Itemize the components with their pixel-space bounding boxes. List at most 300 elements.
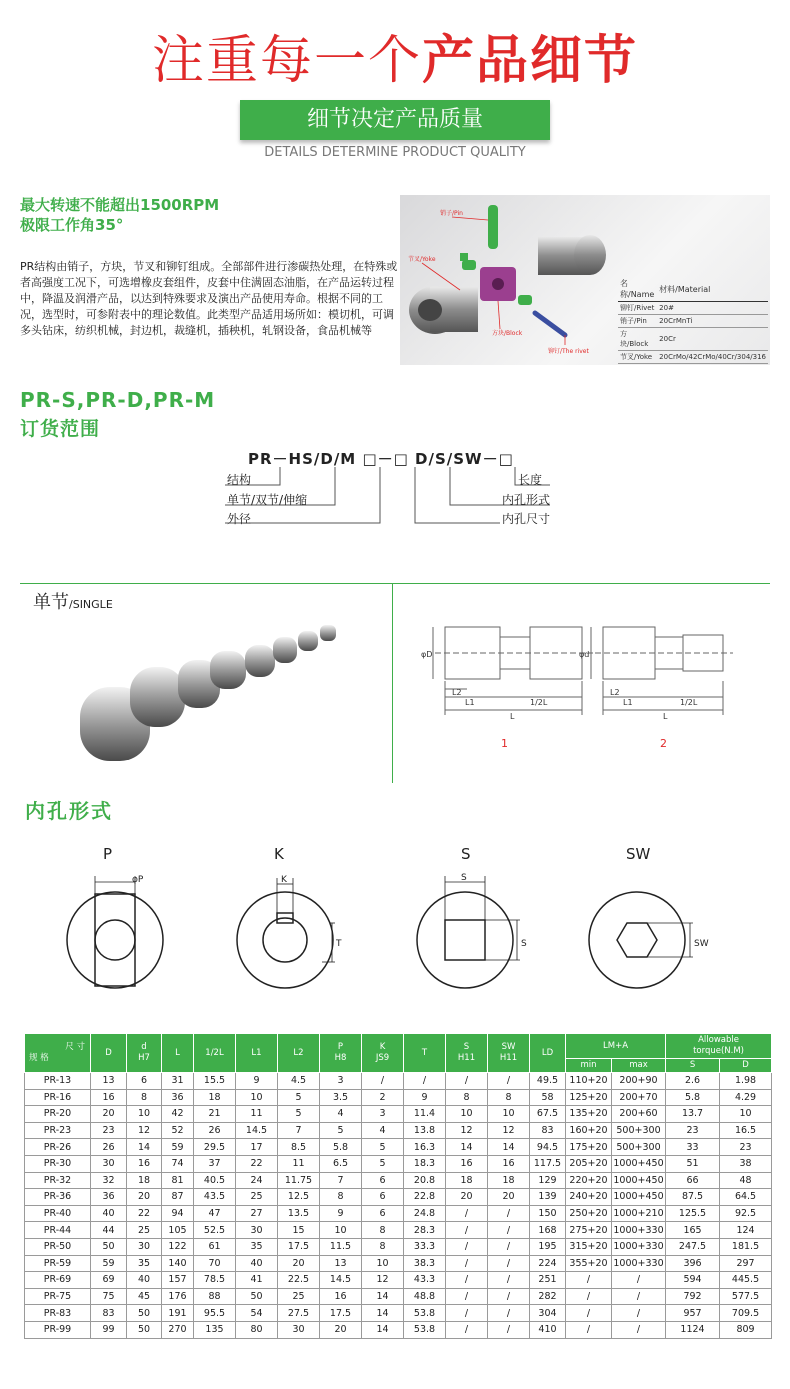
value-cell: 78.5 [194, 1272, 236, 1289]
value-cell: 195 [530, 1238, 566, 1255]
value-cell: 1000+450 [612, 1172, 666, 1189]
value-cell: 35 [236, 1238, 278, 1255]
value-cell: 31 [162, 1073, 194, 1090]
value-cell: 16 [488, 1155, 530, 1172]
value-cell: 11.75 [278, 1172, 320, 1189]
value-cell: 25 [236, 1189, 278, 1206]
model-cell: PR-50 [25, 1238, 91, 1255]
model-cell: PR-16 [25, 1089, 91, 1106]
value-cell: 13 [91, 1073, 127, 1090]
value-cell: 10 [720, 1106, 772, 1123]
value-cell: 42 [162, 1106, 194, 1123]
value-cell: 88 [194, 1288, 236, 1305]
value-cell: 13.8 [404, 1122, 446, 1139]
value-cell: 15 [278, 1222, 320, 1239]
value-cell: 150 [530, 1205, 566, 1222]
material-table: 名称/Name 材料/Material 铆钉/Rivet 20# 销子/Pin 20CrMnTi 方块/Block 20Cr 节叉/Yoke 20CrMo/42CrMo/40Cr/304/316 [618, 277, 768, 364]
value-cell: 16 [320, 1288, 362, 1305]
value-cell: 957 [666, 1305, 720, 1322]
value-cell: 191 [162, 1305, 194, 1322]
table-row [25, 1288, 772, 1305]
value-cell: 83 [91, 1305, 127, 1322]
value-cell: 200+70 [612, 1089, 666, 1106]
bore-s-outer [417, 892, 513, 988]
value-cell: 20 [278, 1255, 320, 1272]
value-cell: 14 [488, 1139, 530, 1156]
page-title-light: 注重每一个 [151, 31, 422, 91]
value-cell: / [362, 1073, 404, 1090]
value-cell: 14.5 [320, 1272, 362, 1289]
value-cell: 13.5 [278, 1205, 320, 1222]
value-cell: 13.7 [666, 1106, 720, 1123]
bore-k-mark: K [281, 875, 287, 885]
value-cell: 80 [236, 1321, 278, 1338]
table-row [25, 1305, 772, 1322]
value-cell: 99 [91, 1321, 127, 1338]
model-cell: PR-44 [25, 1222, 91, 1239]
value-cell: 50 [127, 1305, 162, 1322]
bore-label-k: K [274, 845, 284, 863]
value-cell: 275+20 [566, 1222, 612, 1239]
model-cell: PR-32 [25, 1172, 91, 1189]
value-cell: 445.5 [720, 1272, 772, 1289]
value-cell: 18 [194, 1089, 236, 1106]
drawing2-hub-left [603, 627, 655, 679]
dim-l1-2: L1 [623, 698, 633, 707]
value-cell: 50 [91, 1238, 127, 1255]
value-cell: 14 [446, 1139, 488, 1156]
value-cell: 140 [162, 1255, 194, 1272]
value-cell: 30 [91, 1155, 127, 1172]
value-cell: 38.3 [404, 1255, 446, 1272]
value-cell: 9 [236, 1073, 278, 1090]
value-cell: 1000+450 [612, 1155, 666, 1172]
value-cell: 4 [362, 1122, 404, 1139]
value-cell: 52 [162, 1122, 194, 1139]
value-cell: 9 [320, 1205, 362, 1222]
value-cell: 8 [362, 1222, 404, 1239]
value-cell: 23 [666, 1122, 720, 1139]
value-cell: 21 [194, 1106, 236, 1123]
value-cell: 95.5 [194, 1305, 236, 1322]
value-cell: 500+300 [612, 1122, 666, 1139]
value-cell: / [446, 1238, 488, 1255]
value-cell: 165 [666, 1222, 720, 1239]
value-cell: 12 [127, 1122, 162, 1139]
page-title-bold: 产品细节 [422, 31, 639, 91]
value-cell: 809 [720, 1321, 772, 1338]
value-cell: 28.3 [404, 1222, 446, 1239]
value-cell: 36 [91, 1189, 127, 1206]
label-block: 方块/Block [492, 330, 523, 337]
table-row [25, 1106, 772, 1123]
value-cell: 6 [362, 1205, 404, 1222]
value-cell: 270 [162, 1321, 194, 1338]
value-cell: 304 [530, 1305, 566, 1322]
value-cell: 22 [236, 1155, 278, 1172]
value-cell: / [488, 1205, 530, 1222]
order-code: PR－HS/D/M □－□ D/S/SW－□ [248, 450, 514, 468]
value-cell: 40 [236, 1255, 278, 1272]
value-cell: 10 [446, 1106, 488, 1123]
value-cell: 4.29 [720, 1089, 772, 1106]
value-cell: 18.3 [404, 1155, 446, 1172]
value-cell: 220+20 [566, 1172, 612, 1189]
value-cell: 48 [720, 1172, 772, 1189]
value-cell: 18 [446, 1172, 488, 1189]
label-yoke: 节叉/Yoke [408, 256, 436, 263]
value-cell: 200+90 [612, 1073, 666, 1090]
value-cell: 11 [278, 1155, 320, 1172]
label-outer-diameter: 外径 [227, 512, 252, 526]
value-cell: / [404, 1073, 446, 1090]
value-cell: 2.6 [666, 1073, 720, 1090]
value-cell: 8.5 [278, 1139, 320, 1156]
table-row [25, 1089, 772, 1106]
value-cell: 30 [236, 1222, 278, 1239]
joint-size-series [80, 625, 336, 761]
value-cell: 16.3 [404, 1139, 446, 1156]
dim-l-1: L [510, 712, 515, 721]
value-cell: 577.5 [720, 1288, 772, 1305]
value-cell: 247.5 [666, 1238, 720, 1255]
value-cell: 22 [127, 1205, 162, 1222]
value-cell: 12 [362, 1272, 404, 1289]
value-cell: 13 [320, 1255, 362, 1272]
value-cell: 59 [162, 1139, 194, 1156]
value-cell: 59 [91, 1255, 127, 1272]
value-cell: 110+20 [566, 1073, 612, 1090]
value-cell: 33 [666, 1139, 720, 1156]
value-cell: 1.98 [720, 1073, 772, 1090]
bore-k-inner [263, 918, 307, 962]
value-cell: 181.5 [720, 1238, 772, 1255]
value-cell: 61 [194, 1238, 236, 1255]
value-cell: 30 [127, 1238, 162, 1255]
intro-text-block [20, 195, 400, 363]
value-cell: 250+20 [566, 1205, 612, 1222]
value-cell: 8 [320, 1189, 362, 1206]
bore-k-outer [237, 892, 333, 988]
quality-banner-subtitle: DETAILS DETERMINE PRODUCT QUALITY [264, 145, 526, 160]
value-cell: / [566, 1272, 612, 1289]
value-cell: 135 [194, 1321, 236, 1338]
value-cell: 54 [236, 1305, 278, 1322]
bore-sw-mark: SW [694, 939, 709, 949]
value-cell: 3 [320, 1073, 362, 1090]
dim-l-2: L [663, 712, 668, 721]
value-cell: / [446, 1222, 488, 1239]
pin-small-left [462, 260, 476, 270]
value-cell: 16 [446, 1155, 488, 1172]
value-cell: 500+300 [612, 1139, 666, 1156]
value-cell: 64.5 [720, 1189, 772, 1206]
value-cell: 43.5 [194, 1189, 236, 1206]
value-cell: 1000+210 [612, 1205, 666, 1222]
value-cell: 87 [162, 1189, 194, 1206]
value-cell: / [488, 1305, 530, 1322]
value-cell: 83 [530, 1122, 566, 1139]
table-row [25, 1238, 772, 1255]
bore-sw-hex [617, 923, 657, 957]
bore-s-square [445, 920, 485, 960]
value-cell: 27 [236, 1205, 278, 1222]
rivet-shape [535, 313, 565, 335]
section-divider [20, 583, 770, 584]
value-cell: 3 [362, 1106, 404, 1123]
value-cell: 1000+450 [612, 1189, 666, 1206]
label-length: 长度 [518, 473, 543, 487]
value-cell: 135+20 [566, 1106, 612, 1123]
value-cell: 51 [666, 1155, 720, 1172]
value-cell: 410 [530, 1321, 566, 1338]
dim-od-1: φD [421, 650, 433, 659]
value-cell: 3.5 [320, 1089, 362, 1106]
value-cell: 282 [530, 1288, 566, 1305]
max-speed-note: 最大转速不能超出1500RPM [20, 196, 220, 214]
bore-k-t-mark: T [336, 939, 342, 949]
value-cell: 40 [127, 1272, 162, 1289]
value-cell: 10 [488, 1106, 530, 1123]
dim-half-2: 1/2L [680, 698, 698, 707]
value-cell: 792 [666, 1288, 720, 1305]
value-cell: 69 [91, 1272, 127, 1289]
value-cell: 17 [236, 1139, 278, 1156]
value-cell: 22.8 [404, 1189, 446, 1206]
value-cell: 11 [236, 1106, 278, 1123]
bore-sw-outer [589, 892, 685, 988]
value-cell: / [446, 1272, 488, 1289]
table-row [25, 1255, 772, 1272]
value-cell: 125+20 [566, 1089, 612, 1106]
value-cell: 66 [666, 1172, 720, 1189]
product-photo-single [60, 615, 360, 785]
dim-l2-1: L2 [452, 688, 462, 697]
value-cell: 17.5 [320, 1305, 362, 1322]
table-row [25, 1122, 772, 1139]
value-cell: / [612, 1288, 666, 1305]
value-cell: 224 [530, 1255, 566, 1272]
value-cell: 8 [488, 1089, 530, 1106]
dim-od2-1: φd [579, 650, 590, 659]
spec-table: 尺 寸 规 格 D d H7 L 1/2L L1 L2 P H8 K JS9 T S H11 SW H11 LD LM+A Allowable torque(N.M) min max S D PR-13 13 6 31 15.5 9 4.5 3 / / / / 49.5 110+20 200+90 2.6 1.98 PR-16 16 8 36 18 10 5 3.5 2 9 8 8 58 125+20 200+70 5.8 4.29 PR-20 20 10 42 21 11 5 4 3 11.4 10 10 67.5 135+20 200+60 13.7 10 PR-23 23 12 52 26 14.5 7 5 4 13.8 12 12 83 160+20 500+300 23 16.5 PR-26 26 14 59 29.5 17 8.5 5.8 5 16.3 14 14 94.5 175+20 500+300 33 23 PR-30 30 16 74 37 22 11 6.5 5 18.3 16 16 117.5 205+20 1000+450 51 38 PR-32 32 18 81 40.5 24 11.75 7 6 20.8 18 18 129 220+20 1000+450 66 48 PR-36 36 20 87 43.5 25 12.5 8 6 22.8 20 20 139 240+20 1000+450 87.5 64.5 PR-40 40 22 94 47 27 13.5 9 6 24.8 / / 150 250+20 1000+210 125.5 92.5 PR-44 44 25 105 52.5 30 15 10 8 28.3 / / 168 275+20 1000+330 165 124 PR-50 50 30 122 61 35 17.5 11.5 8 33.3 / / 195 315+20 1000+330 247.5 181.5 PR-59 59 35 140 70 40 20 13 10 38.3 / / 224 355+20 1000+330 396 297 PR-69 69 40 157 78.5 41 22.5 14.5 12 43.3 / / 251 / / 594 445.5 PR-75 75 45 176 88 50 25 16 14 48.8 / / 282 / / 792 577.5 PR-83 83 50 191 95.5 54 27.5 17.5 14 53.8 / / 304 / / 957 709.5 PR-99 99 50 270 135 80 30 20 14 53.8 / / 410 / / 1124 809 [24, 1033, 772, 1339]
value-cell: 58 [530, 1089, 566, 1106]
value-cell: 33.3 [404, 1238, 446, 1255]
value-cell: / [446, 1255, 488, 1272]
dim-l2-2: L2 [610, 688, 620, 697]
section-divider-vertical [392, 583, 393, 783]
value-cell: 10 [362, 1255, 404, 1272]
bore-label-p: P [103, 845, 113, 863]
label-rivet: 铆钉/The rivet [548, 348, 589, 355]
value-cell: 315+20 [566, 1238, 612, 1255]
value-cell: 122 [162, 1238, 194, 1255]
value-cell: 36 [162, 1089, 194, 1106]
value-cell: 160+20 [566, 1122, 612, 1139]
value-cell: 168 [530, 1222, 566, 1239]
value-cell: / [488, 1255, 530, 1272]
value-cell: 94.5 [530, 1139, 566, 1156]
models-title: PR-S,PR-D,PR-M [20, 388, 216, 412]
value-cell: 49.5 [530, 1073, 566, 1090]
value-cell: 10 [127, 1106, 162, 1123]
table-row [25, 1189, 772, 1206]
value-cell: / [566, 1288, 612, 1305]
bore-label-s: S [461, 845, 471, 863]
value-cell: 52.5 [194, 1222, 236, 1239]
value-cell: 6.5 [320, 1155, 362, 1172]
intro-paragraph: PR结构由销子，方块，节叉和铆钉组成。全部部件进行渗碳热处理，在特殊或者高强度工况下，可选增橡皮套组件，皮套中住满固态油脂，在产品运转过程中，降温及润滑产品，以达到特殊要求及演出产品使用寿命。根据不同的工况，选型时，可参附表中的理论数值。此类型产品适用场所如：模切机，可调多头钻床，纺织机械，封边机，裁缝机，插秧机，轧钢设备，食品机械等 [20, 260, 398, 337]
value-cell: 157 [162, 1272, 194, 1289]
value-cell: 24.8 [404, 1205, 446, 1222]
value-cell: 1000+330 [612, 1222, 666, 1239]
value-cell: 10 [236, 1089, 278, 1106]
bore-p-inner [95, 920, 135, 960]
value-cell: 297 [720, 1255, 772, 1272]
table-row [25, 1205, 772, 1222]
value-cell: 7 [278, 1122, 320, 1139]
value-cell: 105 [162, 1222, 194, 1239]
value-cell: 23 [720, 1139, 772, 1156]
value-cell: 29.5 [194, 1139, 236, 1156]
value-cell: 20.8 [404, 1172, 446, 1189]
value-cell: 18 [488, 1172, 530, 1189]
value-cell: 20 [91, 1106, 127, 1123]
value-cell: 355+20 [566, 1255, 612, 1272]
value-cell: 27.5 [278, 1305, 320, 1322]
value-cell: / [488, 1288, 530, 1305]
value-cell: 16 [91, 1089, 127, 1106]
label-pin: 销子/Pin [440, 210, 463, 217]
value-cell: 129 [530, 1172, 566, 1189]
value-cell: 75 [91, 1288, 127, 1305]
table-row [25, 1155, 772, 1172]
value-cell: 20 [320, 1321, 362, 1338]
value-cell: / [566, 1321, 612, 1338]
bore-p-flat [95, 894, 135, 986]
value-cell: 87.5 [666, 1189, 720, 1206]
table-row [25, 1321, 772, 1338]
model-cell: PR-69 [25, 1272, 91, 1289]
technical-drawings [415, 615, 775, 755]
value-cell: 23 [91, 1122, 127, 1139]
value-cell: 9 [404, 1089, 446, 1106]
value-cell: / [612, 1305, 666, 1322]
value-cell: 7 [320, 1172, 362, 1189]
value-cell: 4 [320, 1106, 362, 1123]
value-cell: 25 [127, 1222, 162, 1239]
value-cell: 1124 [666, 1321, 720, 1338]
value-cell: 139 [530, 1189, 566, 1206]
pin-small-right [518, 295, 532, 305]
model-cell: PR-83 [25, 1305, 91, 1322]
value-cell: 124 [720, 1222, 772, 1239]
value-cell: 251 [530, 1272, 566, 1289]
value-cell: / [612, 1272, 666, 1289]
value-cell: / [488, 1238, 530, 1255]
value-cell: 48.8 [404, 1288, 446, 1305]
value-cell: 30 [278, 1321, 320, 1338]
model-cell: PR-13 [25, 1073, 91, 1090]
value-cell: 20 [488, 1189, 530, 1206]
value-cell: 50 [127, 1321, 162, 1338]
value-cell: 18 [127, 1172, 162, 1189]
value-cell: / [488, 1073, 530, 1090]
value-cell: 6 [362, 1172, 404, 1189]
table-row [25, 1139, 772, 1156]
pin-shape [488, 205, 498, 249]
model-cell: PR-20 [25, 1106, 91, 1123]
value-cell: 5 [278, 1089, 320, 1106]
model-cell: PR-36 [25, 1189, 91, 1206]
value-cell: 45 [127, 1288, 162, 1305]
block-hole [492, 278, 504, 290]
value-cell: 32 [91, 1172, 127, 1189]
value-cell: 24 [236, 1172, 278, 1189]
value-cell: 1000+330 [612, 1238, 666, 1255]
value-cell: 53.8 [404, 1321, 446, 1338]
bore-forms-title: 内孔形式 [25, 799, 113, 823]
model-cell: PR-23 [25, 1122, 91, 1139]
bore-forms-drawings [60, 868, 760, 998]
value-cell: 41 [236, 1272, 278, 1289]
bore-label-sw: SW [626, 845, 651, 863]
value-cell: 14 [362, 1321, 404, 1338]
value-cell: / [446, 1205, 488, 1222]
value-cell: 11.4 [404, 1106, 446, 1123]
value-cell: 2 [362, 1089, 404, 1106]
value-cell: 81 [162, 1172, 194, 1189]
value-cell: 5 [362, 1155, 404, 1172]
figure-2-number: 2 [660, 737, 667, 750]
value-cell: 5 [320, 1122, 362, 1139]
value-cell: 12.5 [278, 1189, 320, 1206]
model-cell: PR-99 [25, 1321, 91, 1338]
value-cell: 5 [278, 1106, 320, 1123]
value-cell: 117.5 [530, 1155, 566, 1172]
value-cell: 8 [446, 1089, 488, 1106]
value-cell: 14 [127, 1139, 162, 1156]
value-cell: / [612, 1321, 666, 1338]
table-row [25, 1073, 772, 1090]
value-cell: 396 [666, 1255, 720, 1272]
value-cell: 8 [362, 1238, 404, 1255]
value-cell: 40.5 [194, 1172, 236, 1189]
value-cell: / [446, 1073, 488, 1090]
value-cell: 92.5 [720, 1205, 772, 1222]
value-cell: 176 [162, 1288, 194, 1305]
value-cell: 10 [320, 1222, 362, 1239]
value-cell: 4.5 [278, 1073, 320, 1090]
value-cell: 175+20 [566, 1139, 612, 1156]
value-cell: 12 [488, 1122, 530, 1139]
model-cell: PR-75 [25, 1288, 91, 1305]
value-cell: 6 [362, 1189, 404, 1206]
value-cell: 70 [194, 1255, 236, 1272]
value-cell: 1000+330 [612, 1255, 666, 1272]
yoke-right-shape [574, 235, 606, 275]
value-cell: / [488, 1272, 530, 1289]
value-cell: / [488, 1222, 530, 1239]
value-cell: 14 [362, 1305, 404, 1322]
value-cell: 50 [236, 1288, 278, 1305]
value-cell: / [566, 1305, 612, 1322]
bore-s-mark: S [461, 873, 467, 883]
value-cell: 594 [666, 1272, 720, 1289]
yoke-left-bore [418, 299, 442, 321]
table-row [25, 1222, 772, 1239]
value-cell: / [446, 1288, 488, 1305]
